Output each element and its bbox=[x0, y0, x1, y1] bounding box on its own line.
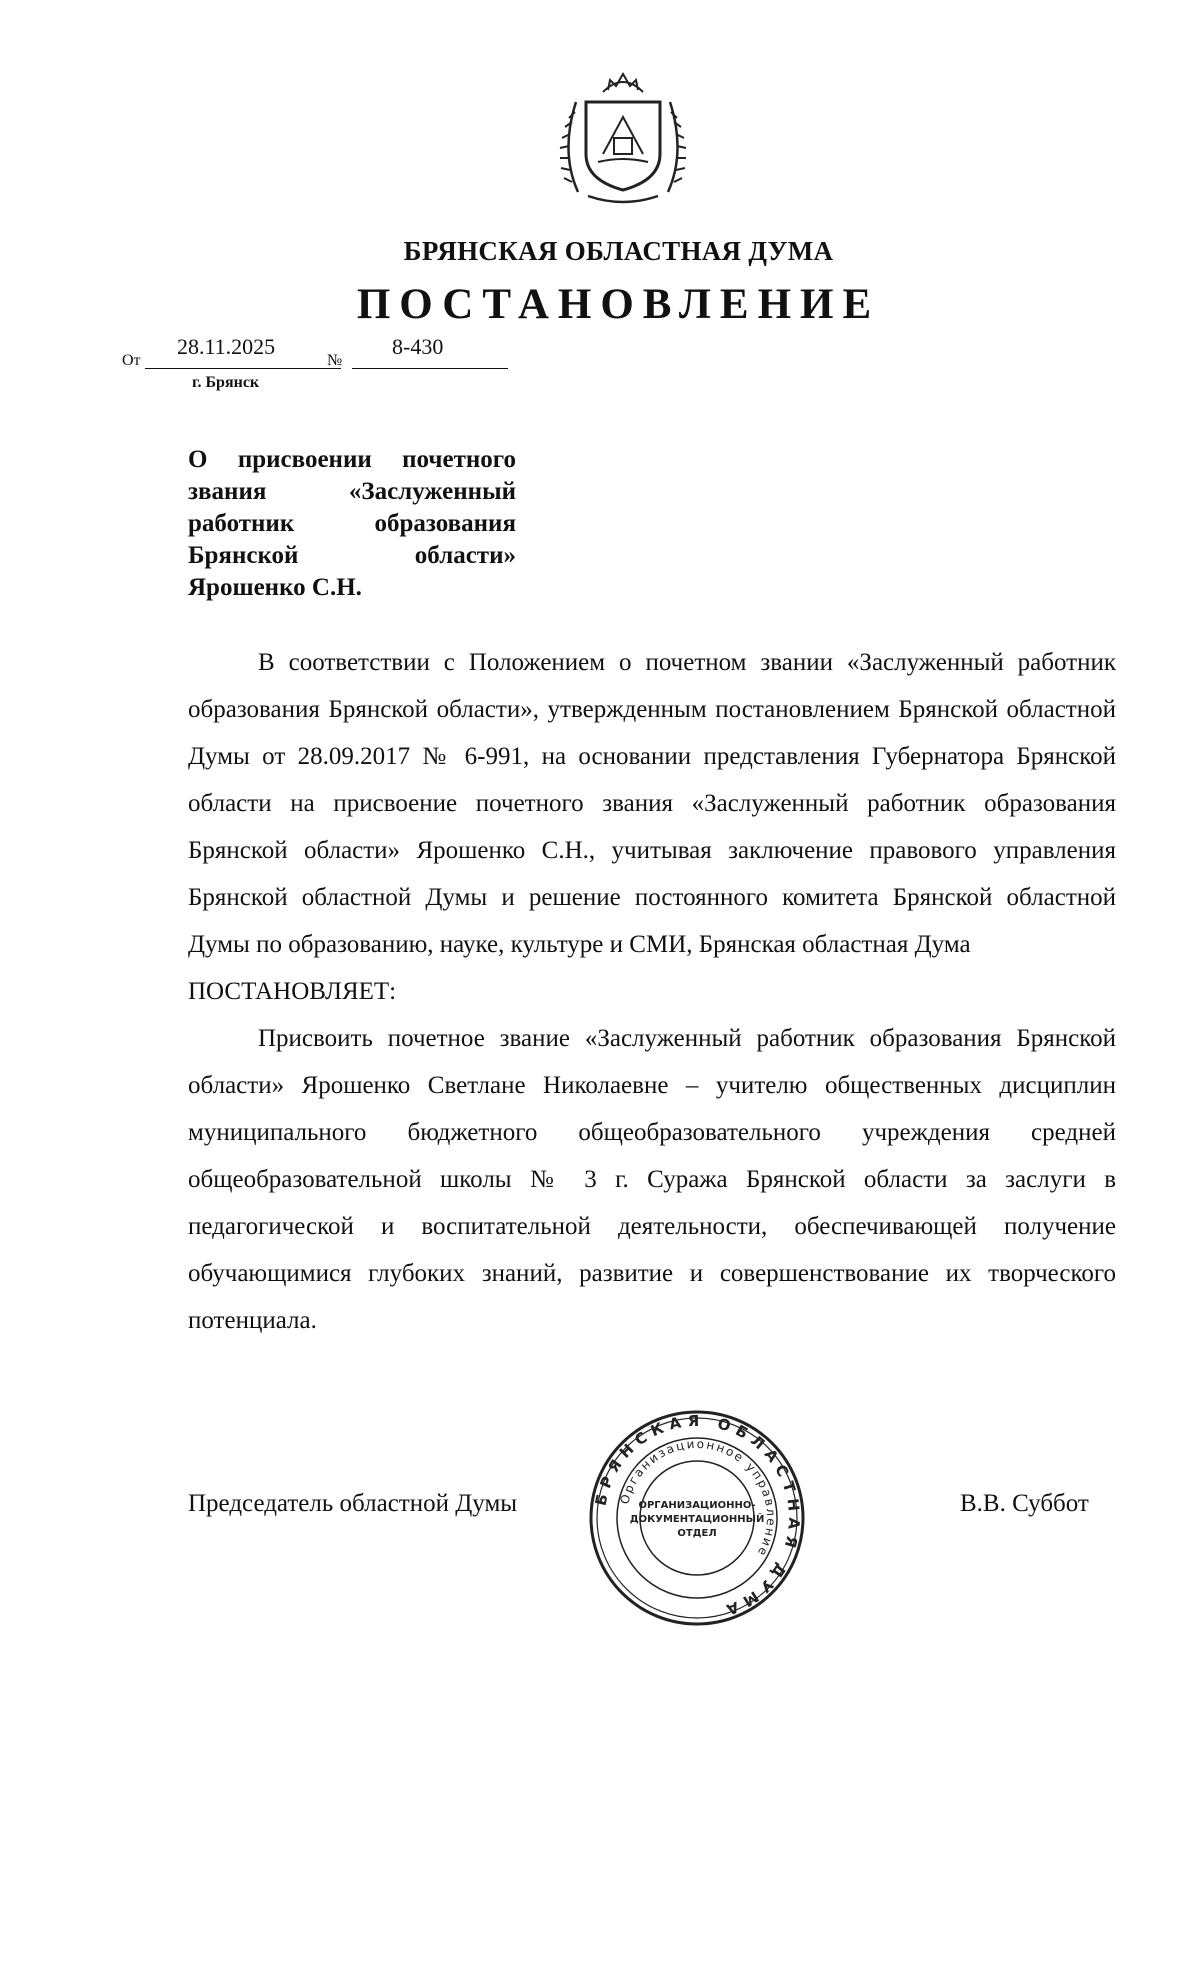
signatory-name: В.В. Суббот bbox=[960, 1490, 1089, 1517]
date-number-row bbox=[122, 334, 522, 370]
document-date: 28.11.2025 bbox=[177, 334, 276, 359]
document-type-title: ПОСТАНОВЛЕНИЕ bbox=[356, 281, 881, 328]
subject-line: О присвоении почетного bbox=[188, 446, 516, 473]
city-label: г. Брянск bbox=[192, 374, 260, 391]
subject-line: звания «Заслуженный bbox=[188, 478, 516, 505]
stamp-ring-text: Организационное управление bbox=[617, 1436, 779, 1560]
subject-line: Ярошенко С.Н. bbox=[188, 574, 362, 601]
document-subject bbox=[188, 444, 516, 604]
official-stamp-icon bbox=[587, 1408, 807, 1628]
signatory-position: Председатель областной Думы bbox=[188, 1490, 518, 1517]
date-label: От bbox=[122, 352, 141, 369]
svg-text:Организационное управление bbox=[617, 1437, 778, 1560]
date-underline bbox=[145, 368, 341, 369]
document-number: 8-430 bbox=[392, 334, 444, 359]
resolves-heading: ПОСТАНОВЛЯЕТ: bbox=[188, 978, 397, 1005]
coat-of-arms-emblem-icon bbox=[548, 62, 698, 210]
number-underline bbox=[352, 368, 508, 369]
stamp-center-line: ОТДЕЛ bbox=[677, 1528, 717, 1539]
stamp-center-line: ДОКУМЕНТАЦИОННЫЙ bbox=[629, 1514, 765, 1525]
organization-title: БРЯНСКАЯ ОБЛАСТНАЯ ДУМА bbox=[403, 236, 834, 266]
subject-line: Брянской области» bbox=[188, 542, 516, 569]
stamp-center-line: ОРГАНИЗАЦИОННО- bbox=[638, 1500, 756, 1511]
stamp-outer-text: БРЯНСКАЯ ОБЛАСТНАЯ ДУМА bbox=[591, 1411, 804, 1621]
subject-line: работник образования bbox=[188, 510, 516, 537]
body-paragraph: В соответствии с Положением о почетном звании «Заслуженный работник образования Брянской области», утвержденным постановлением Брянской областной Думы от 28.09.2017 № 6-991, на основании представления Губернатора Брянской области на присвоение почетного звания «Заслуженный работник образования Брянской области» Ярошенко С.Н., учитывая заключение правового управления Брянской областной Думы и решение постоянного комитета Брянской областной Думы по образованию, науке, культуре и СМИ, Брянская областная Дума bbox=[188, 649, 1116, 958]
number-label: № bbox=[327, 352, 343, 369]
body-paragraph: Присвоить почетное звание «Заслуженный работник образования Брянской области» Ярошенко Светлане Николаевне – учителю общественных дисциплин муниципального бюджетного общеобразовательного учреждения средней общеобразовательной школы № 3 г. Суража Брянской области за заслуги в педагогической и воспитательной деятельности, обеспечивающей получение обучающимися глубоких знаний, развитие и совершенствование их творческого потенциала. bbox=[188, 1025, 1116, 1334]
document-body bbox=[188, 639, 1116, 1344]
